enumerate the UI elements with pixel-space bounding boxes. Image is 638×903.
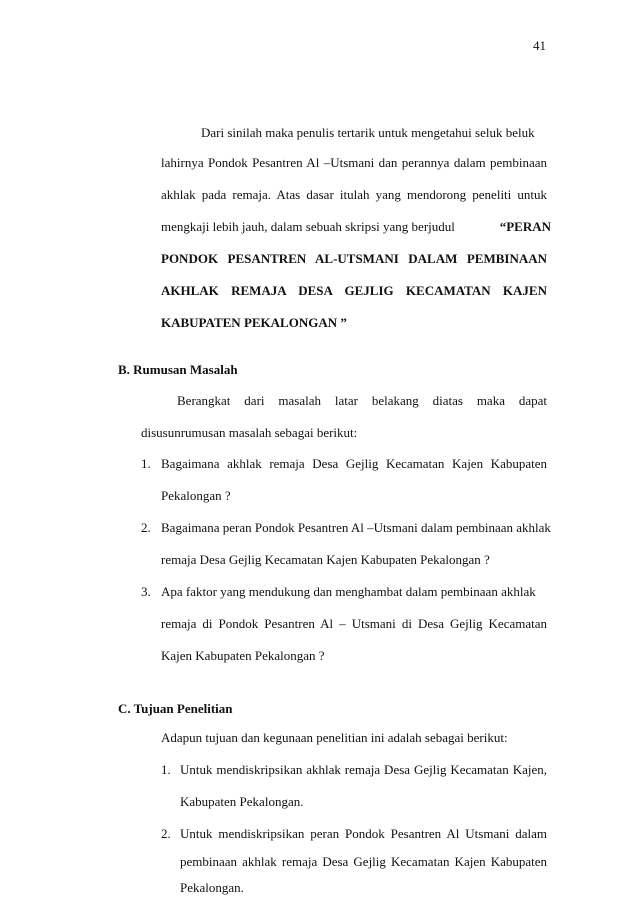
list-c-num-1: 1. — [161, 762, 171, 777]
list-c-num-2: 2. — [161, 826, 171, 841]
section-b-para-line-1: Berangkat dari masalah latar belakang diatas maka dapat — [177, 393, 547, 408]
title-start: “PERAN — [499, 219, 551, 234]
title-line-1: PONDOK PESANTREN AL-UTSMANI DALAM PEMBINAAN — [161, 251, 547, 266]
list-c-item-2-line-2: pembinaan akhlak remaja Desa Gejlig Kecamatan Kajen Kabupaten — [180, 854, 547, 869]
section-c-para: Adapun tujuan dan kegunaan penelitian ini adalah sebagai berikut: — [161, 730, 508, 745]
list-c-item-1-line-1: Untuk mendiskripsikan akhlak remaja Desa Gejlig Kecamatan Kajen, — [180, 762, 547, 777]
intro-line-2: lahirnya Pondok Pesantren Al –Utsmani dan perannya dalam pembinaan — [161, 155, 547, 170]
section-b-heading: B. Rumusan Masalah — [118, 362, 238, 377]
list-b-item-2-line-2: remaja Desa Gejlig Kecamatan Kajen Kabupaten Pekalongan ? — [161, 552, 490, 567]
list-b-num-3: 3. — [141, 584, 151, 599]
section-b-para-line-2: disusunrumusan masalah sebagai berikut: — [141, 425, 358, 440]
list-b-item-2-line-1: Bagaimana peran Pondok Pesantren Al –Utsmani dalam pembinaan akhlak — [161, 520, 551, 535]
list-c-item-2-line-1: Untuk mendiskripsikan peran Pondok Pesantren Al Utsmani dalam — [180, 826, 547, 841]
intro-line-4-text: mengkaji lebih jauh, dalam sebuah skripsi yang berjudul — [161, 219, 455, 234]
page-number: 41 — [533, 38, 546, 53]
list-b-item-1-line-2: Pekalongan ? — [161, 488, 231, 503]
title-line-2: AKHLAK REMAJA DESA GEJLIG KECAMATAN KAJEN — [161, 283, 547, 298]
intro-line-1: Dari sinilah maka penulis tertarik untuk mengetahui seluk beluk — [201, 125, 535, 140]
list-b-item-1-line-1: Bagaimana akhlak remaja Desa Gejlig Kecamatan Kajen Kabupaten — [161, 456, 547, 471]
title-line-3: KABUPATEN PEKALONGAN ” — [161, 315, 347, 330]
list-c-item-1-line-2: Kabupaten Pekalongan. — [180, 794, 304, 809]
intro-line-3: akhlak pada remaja. Atas dasar itulah yang mendorong peneliti untuk — [161, 187, 547, 202]
section-c-heading: C. Tujuan Penelitian — [118, 701, 233, 716]
list-b-item-3-line-1: Apa faktor yang mendukung dan menghambat dalam pembinaan akhlak — [161, 584, 536, 599]
list-b-item-3-line-2: remaja di Pondok Pesantren Al – Utsmani di Desa Gejlig Kecamatan — [161, 616, 547, 631]
list-c-item-2-line-3: Pekalongan. — [180, 880, 244, 895]
intro-line-4 — [161, 218, 551, 236]
list-b-num-1: 1. — [141, 456, 151, 471]
list-b-item-3-line-3: Kajen Kabupaten Pekalongan ? — [161, 648, 325, 663]
list-b-num-2: 2. — [141, 520, 151, 535]
